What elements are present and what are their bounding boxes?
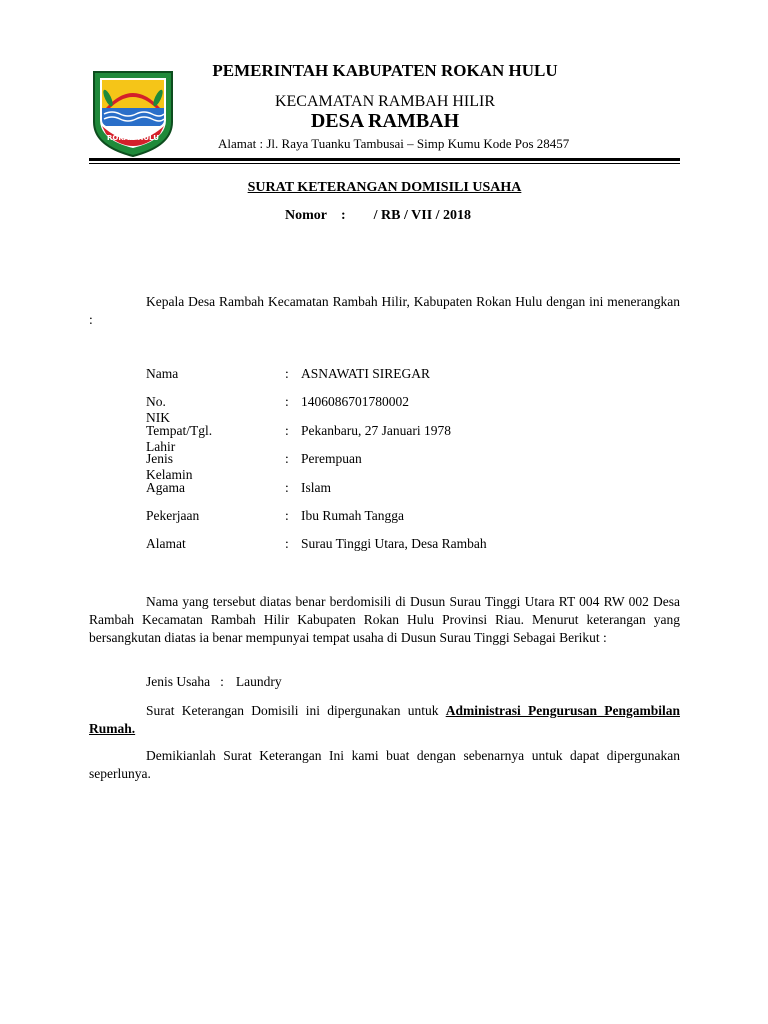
field-label: Jenis Kelamin [146, 451, 193, 483]
header-district: KECAMATAN RAMBAH HILIR [274, 93, 496, 110]
field-sep: : [285, 394, 289, 410]
header-government: PEMERINTAH KABUPATEN ROKAN HULU [212, 61, 558, 80]
business-sep: : [220, 674, 224, 689]
purpose-paragraph [89, 702, 680, 738]
number-sep: : [341, 208, 346, 223]
field-label: Agama [146, 479, 185, 495]
field-value: Perempuan [301, 451, 362, 467]
closing-paragraph: Demikianlah Surat Keterangan Ini kami buat dengan sebenarnya untuk dapat dipergunakan seperlunya. [89, 748, 680, 781]
business-value: Laundry [235, 674, 282, 689]
number-label: Nomor [285, 208, 327, 223]
business-type [146, 674, 282, 690]
letter-number [285, 208, 471, 224]
header-divider-thick [89, 158, 680, 161]
field-sep: : [285, 479, 289, 495]
purpose-emphasis: Administrasi Pengurusan Pengambilan Rumah. [89, 703, 680, 736]
field-sep: : [285, 536, 289, 552]
rokan-hulu-emblem-icon [90, 68, 176, 158]
field-label: Pekerjaan [146, 507, 200, 523]
field-sep: : [285, 422, 289, 438]
field-value: ASNAWATI SIREGAR [301, 366, 431, 381]
field-label: Alamat [146, 536, 186, 552]
business-label: Jenis Usaha [146, 674, 211, 689]
intro-paragraph: Kepala Desa Rambah Kecamatan Rambah Hilir, Kabupaten Rokan Hulu dengan ini menerangkan : [89, 294, 680, 327]
field-label: Tempat/Tgl. Lahir [146, 422, 213, 454]
purpose-text: Surat Keterangan Domisili ini dipergunakan untuk [146, 703, 446, 718]
header-village: DESA RAMBAH [310, 110, 460, 132]
field-label: No. NIK [146, 394, 170, 426]
letter-title: SURAT KETERANGAN DOMISILI USAHA [247, 180, 522, 195]
field-value: Surau Tinggi Utara, Desa Rambah [301, 536, 487, 552]
field-value: Ibu Rumah Tangga [301, 507, 405, 523]
header-address: Alamat : Jl. Raya Tuanku Tambusai – Simp Kumu Kode Pos 28457 [218, 136, 570, 151]
field-value: 1406086701780002 [301, 394, 409, 410]
field-label: Nama [146, 366, 179, 381]
domicile-paragraph: Nama yang tersebut diatas benar berdomisili di Dusun Surau Tinggi Utara RT 004 RW 002 Desa Rambah Kecamatan Rambah Hilir Kabupaten Rokan Hulu Provinsi Riau. Menurut keterangan yang bersangkutan diatas ia benar mempunyai tempat usaha di Dusun Surau Tinggi Sebagai Berikut : [89, 594, 680, 645]
number-value: / RB / VII / 2018 [373, 208, 472, 223]
field-sep: : [285, 366, 289, 381]
field-value: Islam [301, 479, 331, 495]
field-value: Pekanbaru, 27 Januari 1978 [301, 422, 451, 438]
logo-text: ROKAN HULU [107, 134, 159, 142]
field-sep: : [285, 451, 289, 467]
header-divider-thin [89, 163, 680, 164]
field-sep: : [285, 507, 289, 523]
